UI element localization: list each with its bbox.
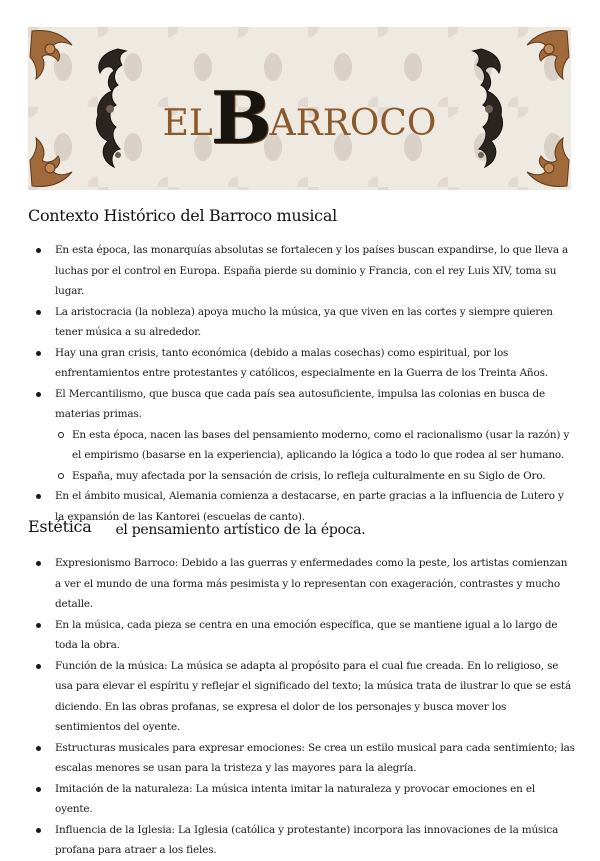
section2-heading-word: Estética <box>28 517 92 536</box>
list-item: Expresionismo Barroco: Debido a las guerras y enfermedades como la peste, los artistas comienzan a ver el mundo de una forma más pesimista y lo representan con exageración, contrastes y mucho detalle. <box>30 553 575 615</box>
list-item: En el ámbito musical, Alemania comienza a destacarse, en parte gracias a la influencia de Lutero y la expansión de las Kantorei (escuelas de canto). <box>30 486 575 527</box>
list-item: El Mercantilismo, que busca que cada país sea autosuficiente, impulsa las colonias en busca de materias primas. <box>30 384 575 425</box>
list-item: Estructuras musicales para expresar emociones: Se crea un estilo musical para cada sentimiento; las escalas menores se usan para la tristeza y las mayores para la alegría. <box>30 738 575 779</box>
section2-heading <box>28 519 365 538</box>
banner-title-rest: ARROCO <box>269 103 437 144</box>
section1-heading: Contexto Histórico del Barroco musical <box>28 206 337 225</box>
header-banner <box>28 27 571 190</box>
banner-title <box>28 75 571 160</box>
list-item: Influencia de la Iglesia: La Iglesia (católica y protestante) incorpora las innovaciones de la música profana para atraer a los fieles. <box>30 820 575 861</box>
list-item: Función de la música: La música se adapta al propósito para el cual fue creada. En lo religioso, se usa para elevar el espíritu y reflejar el significado del texto; la música trata de ilustrar lo que se está diciendo. En las obras profanas, se expresa el dolor de los personajes y busca mover los sentimientos del oyente. <box>30 656 575 738</box>
list-item: En esta época, las monarquías absolutas se fortalecen y los países buscan expandirse, lo que lleva a luchas por el control en Europa. España pierde su dominio y Francia, con el rey Luis XIV, toma su lugar. <box>30 240 575 302</box>
list-item: La aristocracia (la nobleza) apoya mucho la música, ya que viven en las cortes y siempre quieren tener música a su alrededor. <box>30 302 575 343</box>
sub-list-item: España, muy afectada por la sensación de crisis, lo refleja culturalmente en su Siglo de Oro. <box>30 466 575 487</box>
list-item: Hay una gran crisis, tanto económica (debido a malas cosechas) como espiritual, por los enfrentamientos entre protestantes y católicos, especialmente en la Guerra de los Treinta Años. <box>30 343 575 384</box>
sub-list-item: En esta época, nacen las bases del pensamiento moderno, como el racionalismo (usar la razón) y el empirismo (basarse en la experiencia), aplicando la lógica a todo lo que rodea al ser humano. <box>30 425 575 466</box>
banner-title-initial: B <box>210 75 272 160</box>
list-item: En la música, cada pieza se centra en una emoción específica, que se mantiene igual a lo largo de toda la obra. <box>30 615 575 656</box>
section1-list <box>30 240 575 527</box>
list-item: Imitación de la naturaleza: La música intenta imitar la naturaleza y provocar emociones en el oyente. <box>30 779 575 820</box>
banner-title-prefix: EL <box>162 103 213 144</box>
section2-heading-rest: el pensamiento artístico de la época. <box>115 522 366 538</box>
section2-list <box>30 553 575 861</box>
